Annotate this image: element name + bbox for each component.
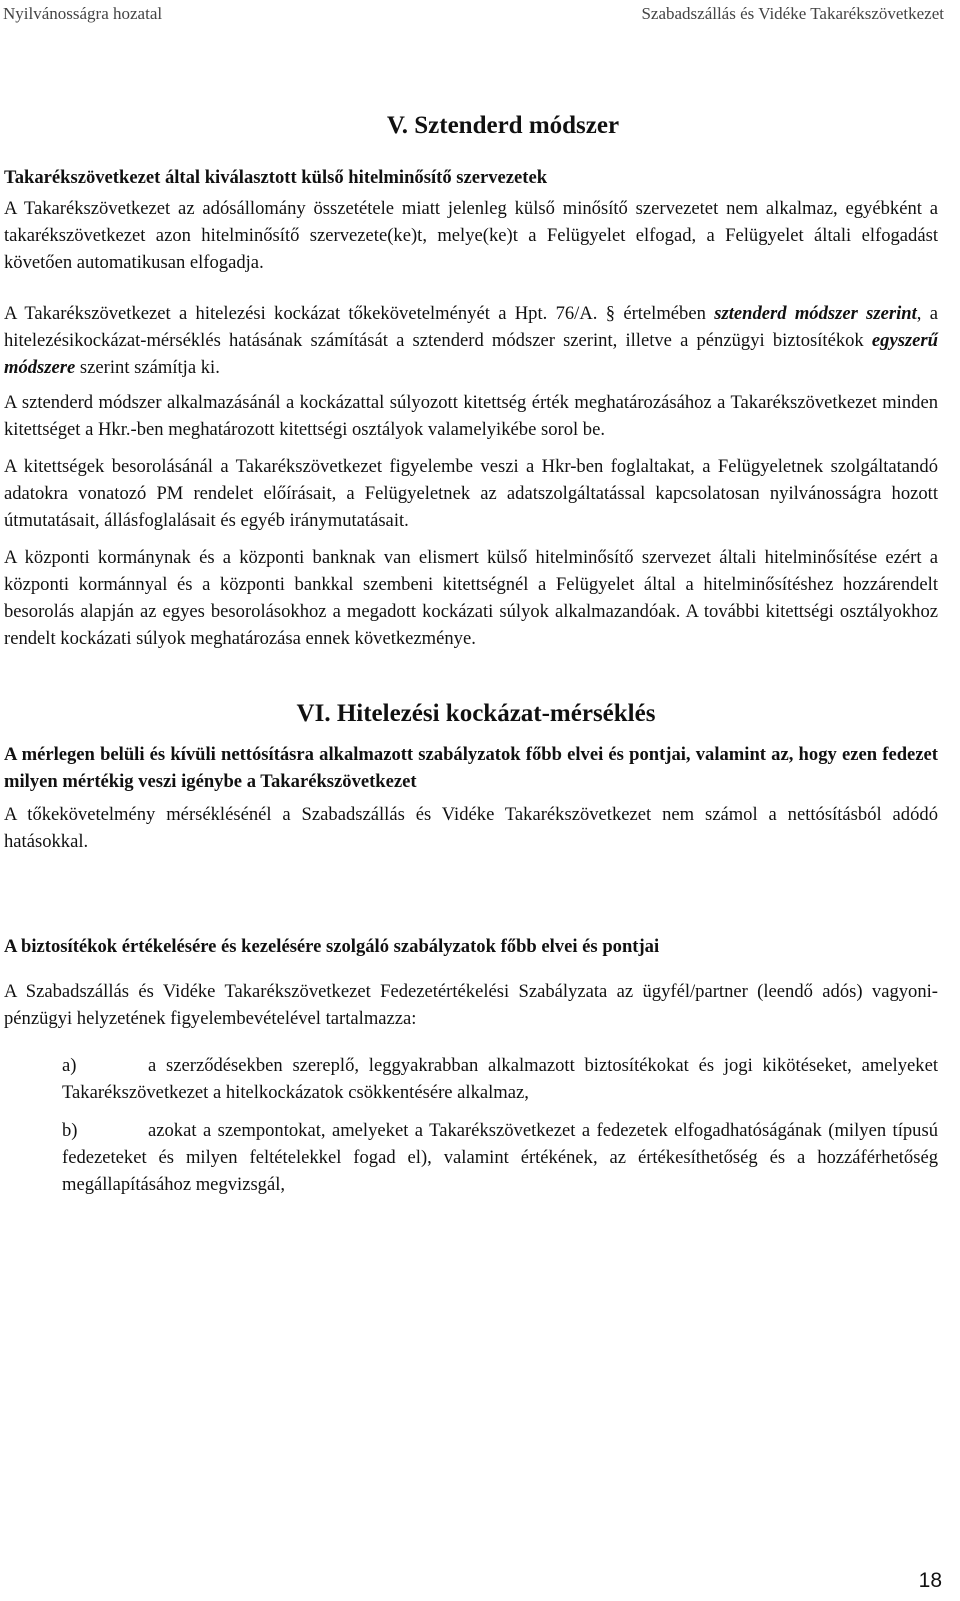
header-left: Nyilvánosságra hozatal	[3, 4, 163, 23]
list-item-text: a szerződésekben szereplő, leggyakrabban alkalmazott biztosítékokat és jogi kikötéseket, amelyeket Takarékszövetkezet a hitelkockázatok csökkentésére alkalmaz,	[62, 1055, 938, 1103]
section-5-paragraph-5: A központi kormánynak és a központi banknak van elismert külső hitelminősítő szervezet általi hitelminősítése ezért a központi kormánnyal és a központi bankkal szembeni kitettségnél a Felügyelet által a hitelminősítéshez hozzárendelt besorolás alapján az egyes besorolásokhoz a megadott kockázati súlyok alkalmazandóak. A további kitettségi osztályokhoz rendelt kockázati súlyok meghatározása ennek következménye.	[4, 547, 938, 649]
section-5-paragraph-1: A Takarékszövetkezet az adósállomány összetétele miatt jelenleg külső minősítő szervezetet nem alkalmaz, egyébként a takarékszövetkezet azon hitelminősítő szervezete(ke)t, melye(ke)t a Felügyelet elfogad, a Felügyelet általi elfogadást követően automatikusan elfogadja.	[4, 198, 938, 273]
p2-text-c: , a hitelezésikockázat-mérséklés hatásának számítását a sztenderd módszer szerint, illetve a pénzügyi biztosítékok	[4, 303, 938, 351]
section-5-paragraph-4: A kitettségek besorolásánál a Takarékszövetkezet figyelembe veszi a Hkr-ben foglaltakat, a Felügyeletnek szolgáltatandó adatokra vonatozó PM rendelet előírásait, a Felügyeletnek az adatszolgáltatással kapcsolatosan nyilvánosságra hozott útmutatásait, állásfoglalásait és egyéb iránymutatásait.	[4, 456, 938, 531]
collateral-list	[4, 1052, 938, 1198]
p2-text-e: szerint számítja ki.	[75, 357, 220, 378]
section-6-title: VI. Hitelezési kockázat-mérséklés	[296, 700, 656, 727]
page-content	[4, 110, 938, 1198]
p2-emphasis-b: sztenderd módszer szerint	[714, 303, 917, 324]
section-6-paragraph-2: A Szabadszállás és Vidéke Takarékszövetkezet Fedezetértékelési Szabályzata az ügyfél/partner (leendő adós) vagyoni-pénzügyi helyzetének figyelembevételével tartalmazza:	[4, 981, 938, 1029]
section-5-subtitle: Takarékszövetkezet által kiválasztott külső hitelminősítő szervezetek	[4, 167, 548, 188]
section-6-subtitle: A mérlegen belüli és kívüli nettósításra alkalmazott szabályzatok főbb elvei és pontjai, valamint az, hogy ezen fedezet milyen mértékig veszi igénybe a Takarékszövetkezet	[4, 744, 938, 792]
section-5-title: V. Sztenderd módszer	[386, 112, 620, 139]
list-item-label: b)	[62, 1120, 78, 1141]
list-item	[4, 1052, 938, 1106]
header-right: Szabadszállás és Vidéke Takarékszövetkezet	[641, 4, 944, 23]
list-item-label: a)	[62, 1055, 77, 1076]
p2-emphasis-d: egyszerű módszere	[4, 330, 938, 378]
section-5-paragraph-2	[4, 300, 938, 381]
section-6-subtitle-2: A biztosítékok értékelésére és kezelésére szolgáló szabályzatok főbb elvei és pontjai	[4, 936, 660, 957]
page-number: 18	[918, 1569, 942, 1592]
page-header	[0, 2, 944, 28]
p2-text-a: A Takarékszövetkezet a hitelezési kockázat tőkekövetelményét a Hpt. 76/A. § értelmében	[4, 303, 715, 324]
section-5-paragraph-3: A sztenderd módszer alkalmazásánál a kockázattal súlyozott kitettség érték meghatározásához a Takarékszövetkezet minden kitettséget a Hkr.-ben meghatározott kitettségi osztályok valamelyikébe sorol be.	[4, 392, 938, 440]
section-6-paragraph-1: A tőkekövetelmény mérséklésénél a Szabadszállás és Vidéke Takarékszövetkezet nem számol a nettósításból adódó hatásokkal.	[4, 804, 938, 852]
list-item-text: azokat a szempontokat, amelyeket a Takarékszövetkezet a fedezetek elfogadhatóságának (milyen típusú fedezeteket és milyen feltételekkel fogad el), valamint értékének, az értékesíthetőség és a hozzáférhetőség megállapításához megvizsgál,	[62, 1120, 938, 1195]
list-item	[4, 1117, 938, 1198]
